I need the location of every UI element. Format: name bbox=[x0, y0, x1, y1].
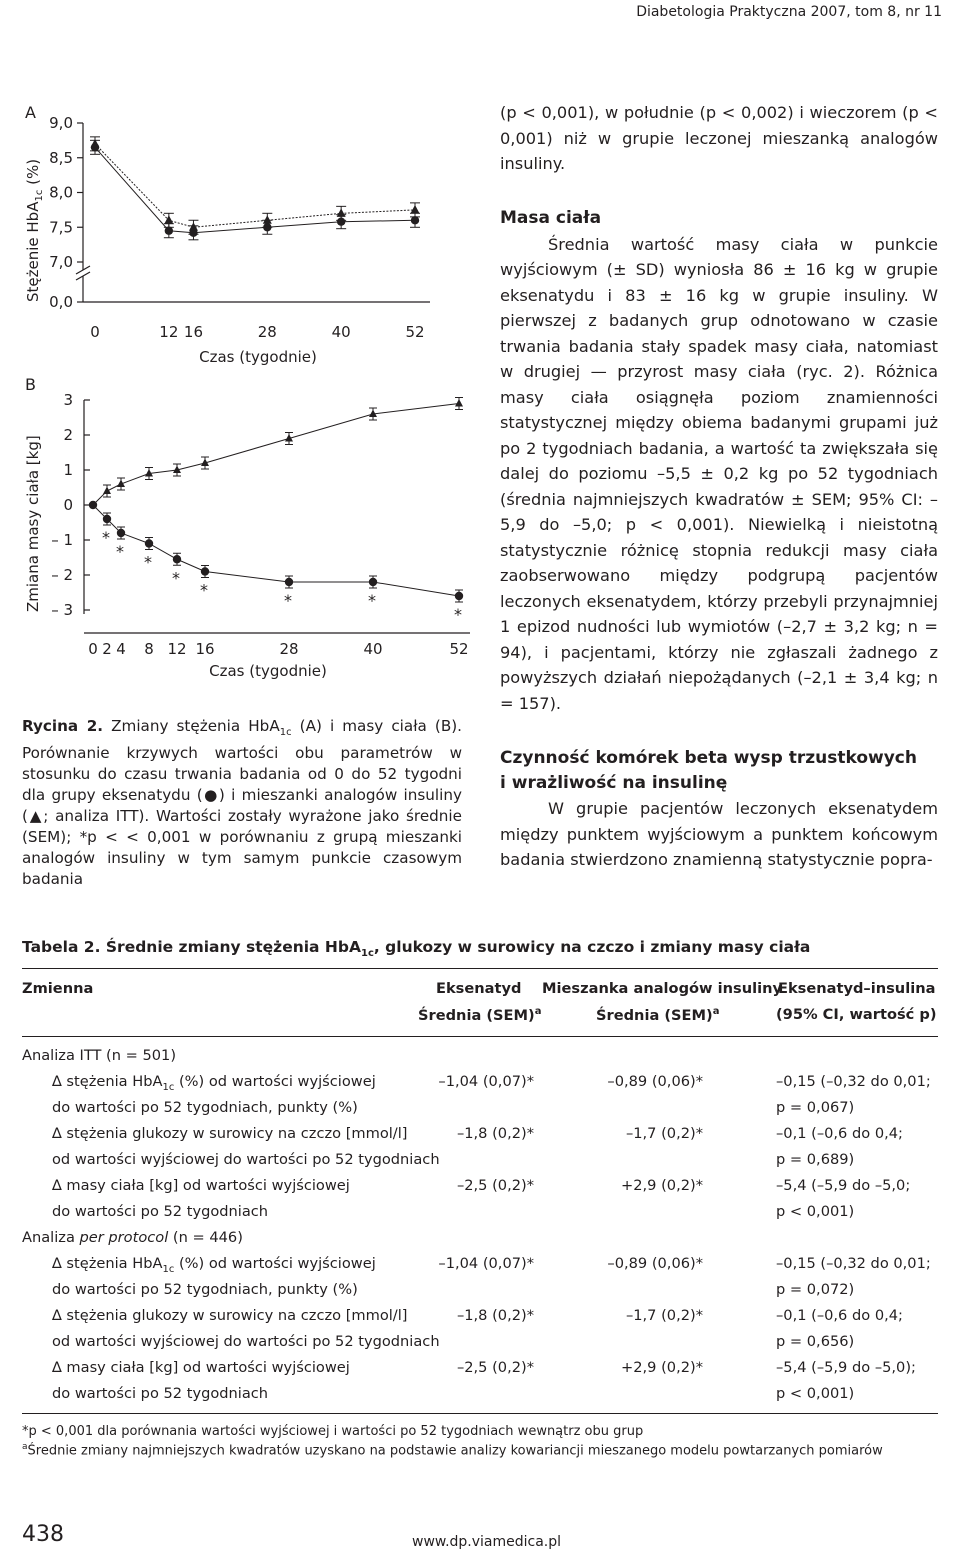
table-cell-pvalue: p = 0,072) bbox=[776, 1281, 855, 1298]
table-cell-pvalue: p < 0,001) bbox=[776, 1385, 855, 1402]
table-cell-difference: –5,4 (–5,9 do –5,0; bbox=[776, 1177, 911, 1194]
table-cell-exenatide: –1,04 (0,07)* bbox=[438, 1073, 534, 1090]
chart-a-ytick-label: 8,0 bbox=[49, 183, 73, 202]
heading-beta-cell-line2: i wrażliwość na insulinę bbox=[500, 773, 728, 793]
panel-a-label: A bbox=[25, 103, 36, 122]
table-cell-insulin: –0,89 (0,06)* bbox=[607, 1073, 703, 1090]
chart-b-xtick-label: 4 bbox=[116, 640, 126, 658]
chart-a-ytick-label: 0,0 bbox=[49, 293, 73, 311]
chart-b-significance-star: * bbox=[284, 591, 292, 610]
table-footnote-1: *p < 0,001 dla porównania wartości wyjściowej i wartości po 52 tygodniach wewnątrz obu grup bbox=[22, 1424, 644, 1439]
chart-a-series-line bbox=[95, 147, 415, 232]
chart-b-ytick-label: 0 bbox=[63, 496, 73, 514]
table-rule-header bbox=[22, 1036, 938, 1037]
chart-b-point-exenatide bbox=[103, 515, 111, 523]
table-cell-difference: –0,1 (–0,6 do 0,4; bbox=[776, 1307, 903, 1324]
chart-a-xtick-label: 0 bbox=[90, 323, 100, 341]
table-cell-difference: –5,4 (–5,9 do –5,0); bbox=[776, 1359, 916, 1376]
chart-a-xtick-label: 28 bbox=[257, 323, 277, 341]
panel-b-label: B bbox=[25, 375, 36, 394]
chart-b-ytick-label: 2 bbox=[63, 426, 73, 444]
chart-b-series-line bbox=[93, 505, 459, 596]
table-row-label: ∆ stężenia HbA$_{1c}$ (%) od wartości wyjściowej bbox=[52, 1255, 376, 1275]
journal-url: www.dp.viamedica.pl bbox=[412, 1534, 562, 1550]
page-number: 438 bbox=[22, 1522, 64, 1547]
paragraph-beta-cell: W grupie pacjentów leczonych eksenatydem między punktem wyjściowym a punktem końcowym badania stwierdzono znamienną statystycznie popra- bbox=[500, 799, 938, 869]
table-cell-difference: –0,15 (–0,32 do 0,01; bbox=[776, 1255, 931, 1272]
table-row-label: ∆ masy ciała [kg] od wartości wyjściowej bbox=[52, 1359, 350, 1376]
chart-a-xtick-label: 16 bbox=[183, 323, 204, 341]
table-cell-insulin: –1,7 (0,2)* bbox=[625, 1307, 703, 1324]
col-header-exenatide-mean: Średnia (SEM)$^a$ bbox=[418, 1006, 542, 1024]
col-header-variable: Zmienna bbox=[22, 980, 94, 997]
table-row-label-cont: od wartości wyjściowej do wartości po 52 tygodniach bbox=[52, 1151, 440, 1168]
chart-b-point-exenatide bbox=[369, 578, 377, 586]
table-cell-difference: –0,15 (–0,32 do 0,01; bbox=[776, 1073, 931, 1090]
table-cell-exenatide: –2,5 (0,2)* bbox=[456, 1177, 534, 1194]
chart-a-xlabel: Czas (tygodnie) bbox=[199, 348, 317, 366]
chart-b-xlabel: Czas (tygodnie) bbox=[209, 662, 327, 680]
chart-a-ytick-label: 8,5 bbox=[49, 148, 73, 167]
table-cell-exenatide: –2,5 (0,2)* bbox=[456, 1359, 534, 1376]
table-rule-top bbox=[22, 968, 938, 969]
chart-b-significance-star: * bbox=[144, 552, 152, 572]
table-row-label: ∆ stężenia glukozy w surowicy na czczo [mmol/l] bbox=[52, 1307, 408, 1324]
chart-b-significance-star: * bbox=[454, 605, 462, 624]
chart-b-xtick-label: 40 bbox=[363, 640, 383, 658]
table-rule-bottom bbox=[22, 1413, 938, 1414]
chart-b-point-insulin bbox=[455, 399, 463, 407]
chart-b-ytick-label: – 1 bbox=[51, 531, 73, 549]
chart-b-ytick-label: 1 bbox=[63, 461, 73, 479]
chart-b-series-line bbox=[93, 404, 459, 506]
table-cell-exenatide: –1,8 (0,2)* bbox=[456, 1307, 534, 1324]
chart-a-ytick-label: 7,5 bbox=[49, 218, 73, 237]
chart-a-xtick-label: 40 bbox=[331, 323, 351, 341]
table-cell-insulin: –1,7 (0,2)* bbox=[625, 1125, 703, 1142]
chart-a-xtick-label: 12 bbox=[159, 323, 179, 341]
chart-b-significance-star: * bbox=[116, 542, 124, 561]
chart-b-significance-star: * bbox=[368, 591, 376, 610]
table-row-label: ∆ masy ciała [kg] od wartości wyjściowej bbox=[52, 1177, 350, 1194]
col-header-insulin-mean: Średnia (SEM)$^a$ bbox=[596, 1006, 720, 1024]
running-header: Diabetologia Praktyczna 2007, tom 8, nr 11 bbox=[636, 4, 942, 20]
paragraph-body-mass: Średnia wartość masy ciała w punkcie wyjściowym (± SD) wyniosła 86 ± 16 kg w grupie eksenatydu i 83 ± 16 kg w grupie insuliny. W pierwszej z badanych grup odnotowano w czasie trwania badania stały spadek masy ciała, natomiast w drugiej — przyrost masy ciała (ryc. 2). Różnica masy ciała osiągnęła poziom znamienności statystycznej między obiema badanymi grupami już po 2 tygodniach badania, a wartość ta zwiększała się dalej do poziomu –5,5 ± 0,2 kg po 52 tygodniach (średnia najmniejszych kwadratów ± SEM; 95% CI: –5,9 do –5,0; p < 0,001). Niewielką i nieistotną statystycznie różnicę stopnia redukcji masy ciała zaobserwowano między podgrupą pacjentów leczonych eksenatydem, którzy przebyli przynajmniej 1 epizod nudności lub wymiotów (–2,7 ± 3,2 kg; n = 94), i pacjentami, którzy nie zgłaszali żadnego z powyższych działań niepożądanych (–2,1 ± 3,4 kg; n = 157). bbox=[500, 234, 938, 713]
chart-b-xtick-label: 16 bbox=[195, 640, 215, 658]
chart-a-ytick-label: 7,0 bbox=[49, 253, 73, 271]
paragraph-continued: (p < 0,001), w południe (p < 0,002) i wieczorem (p < 0,001) niż w grupie leczonej mieszanką analogów insuliny. bbox=[500, 103, 938, 173]
table-cell-insulin: +2,9 (0,2)* bbox=[621, 1359, 703, 1376]
heading-beta-cell-line1: Czynność komórek beta wysp trzustkowych bbox=[500, 748, 917, 768]
table-row-label-cont: do wartości po 52 tygodniach, punkty (%) bbox=[52, 1099, 358, 1116]
col-header-insulin: Mieszanka analogów insuliny bbox=[542, 980, 782, 997]
chart-b-xtick-label: 8 bbox=[144, 640, 154, 658]
chart-a-ytick-label: 9,0 bbox=[49, 114, 73, 132]
table-cell-insulin: +2,9 (0,2)* bbox=[621, 1177, 703, 1194]
table-row-label: ∆ stężenia glukozy w surowicy na czczo [mmol/l] bbox=[52, 1125, 408, 1142]
chart-b-xtick-label: 28 bbox=[279, 640, 299, 658]
table-row-label-cont: do wartości po 52 tygodniach, punkty (%) bbox=[52, 1281, 358, 1298]
chart-b-xtick-label: 12 bbox=[167, 640, 187, 658]
chart-b-xtick-label: 52 bbox=[449, 640, 469, 658]
chart-a-point-insulin bbox=[411, 205, 420, 214]
figure-caption: Rycina 2. Zmiany stężenia HbA$_{1c}$ (A) i masy ciała (B). Porównanie krzywych wartości obu parametrów w stosunku do czasu trwania badania od 0 do 52 tygodni dla grupy eksenatydu (●) i mieszanki analogów insuliny (▲; analiza ITT). Wartości zostały wyrażone jako średnie (SEM); *p < < 0,001 w porównaniu z grupą mieszanki analogów insuliny w tym samym punkcie czasowym badania bbox=[22, 717, 462, 889]
chart-a-point-insulin bbox=[189, 222, 198, 231]
chart-b-significance-star: * bbox=[200, 580, 208, 600]
chart-b-point-exenatide bbox=[117, 529, 125, 537]
figure-2 bbox=[0, 90, 490, 700]
table-cell-insulin: –0,89 (0,06)* bbox=[607, 1255, 703, 1272]
caption-label: Rycina 2. bbox=[22, 717, 104, 735]
chart-b-point-exenatide bbox=[201, 567, 209, 575]
table-section-itt: Analiza ITT (n = 501) bbox=[22, 1047, 177, 1064]
chart-b-ytick-label: – 3 bbox=[51, 601, 73, 619]
table-cell-exenatide: –1,04 (0,07)* bbox=[438, 1255, 534, 1272]
table-footnote-2: $^a$Średnie zmiany najmniejszych kwadratów uzyskano na podstawie analizy kowariancji mieszanego modelu powtarzanych pomiarów bbox=[22, 1442, 883, 1459]
table-cell-pvalue: p < 0,001) bbox=[776, 1203, 855, 1220]
col-header-difference-ci: (95% CI, wartość p) bbox=[776, 1006, 937, 1023]
chart-b-point-exenatide bbox=[173, 555, 181, 563]
chart-b-ylabel: Zmiana masy ciała [kg] bbox=[24, 435, 42, 612]
col-header-exenatide: Eksenatyd bbox=[436, 980, 522, 997]
chart-b-ytick-label: – 2 bbox=[51, 566, 73, 584]
col-header-difference: Eksenatyd–insulina bbox=[778, 980, 936, 997]
chart-b-significance-star: * bbox=[102, 528, 110, 547]
chart-a-point-insulin bbox=[263, 215, 272, 224]
chart-b-point-exenatide bbox=[145, 539, 153, 547]
chart-a-point-insulin bbox=[337, 208, 346, 217]
heading-body-mass: Masa ciała bbox=[500, 207, 602, 228]
chart-b-point-exenatide bbox=[455, 592, 463, 600]
table-cell-exenatide: –1,8 (0,2)* bbox=[456, 1125, 534, 1142]
right-column bbox=[500, 100, 938, 873]
table-cell-difference: –0,1 (–0,6 do 0,4; bbox=[776, 1125, 903, 1142]
chart-b-point-insulin bbox=[103, 487, 111, 495]
chart-b-xtick-label: 2 bbox=[102, 640, 112, 658]
table-row-label-cont: od wartości wyjściowej do wartości po 52 tygodniach bbox=[52, 1333, 440, 1350]
chart-b-xtick-label: 0 bbox=[88, 640, 98, 658]
chart-b-point-exenatide bbox=[285, 578, 293, 586]
table-row-label-cont: do wartości po 52 tygodniach bbox=[52, 1385, 269, 1402]
table-row-label-cont: do wartości po 52 tygodniach bbox=[52, 1203, 269, 1220]
chart-a-ylabel: Stężenie HbA$_{1c}$ (%) bbox=[24, 158, 45, 302]
table-section-per-protocol: Analiza per protocol (n = 446) bbox=[22, 1229, 243, 1246]
table-cell-pvalue: p = 0,689) bbox=[776, 1151, 855, 1168]
chart-a-point-insulin bbox=[164, 215, 173, 224]
chart-b-significance-star: * bbox=[172, 568, 180, 588]
table-cell-pvalue: p = 0,067) bbox=[776, 1099, 855, 1116]
table-title: Tabela 2. Średnie zmiany stężenia HbA$_{1c}$, glukozy w surowicy na czczo i zmiany masy ciała bbox=[22, 938, 811, 960]
chart-a-xtick-label: 52 bbox=[405, 323, 425, 341]
chart-b-ytick-label: 3 bbox=[63, 391, 73, 409]
table-row-label: ∆ stężenia HbA$_{1c}$ (%) od wartości wyjściowej bbox=[52, 1073, 376, 1093]
table-cell-pvalue: p = 0,656) bbox=[776, 1333, 855, 1350]
chart-a-series-line bbox=[95, 144, 415, 227]
